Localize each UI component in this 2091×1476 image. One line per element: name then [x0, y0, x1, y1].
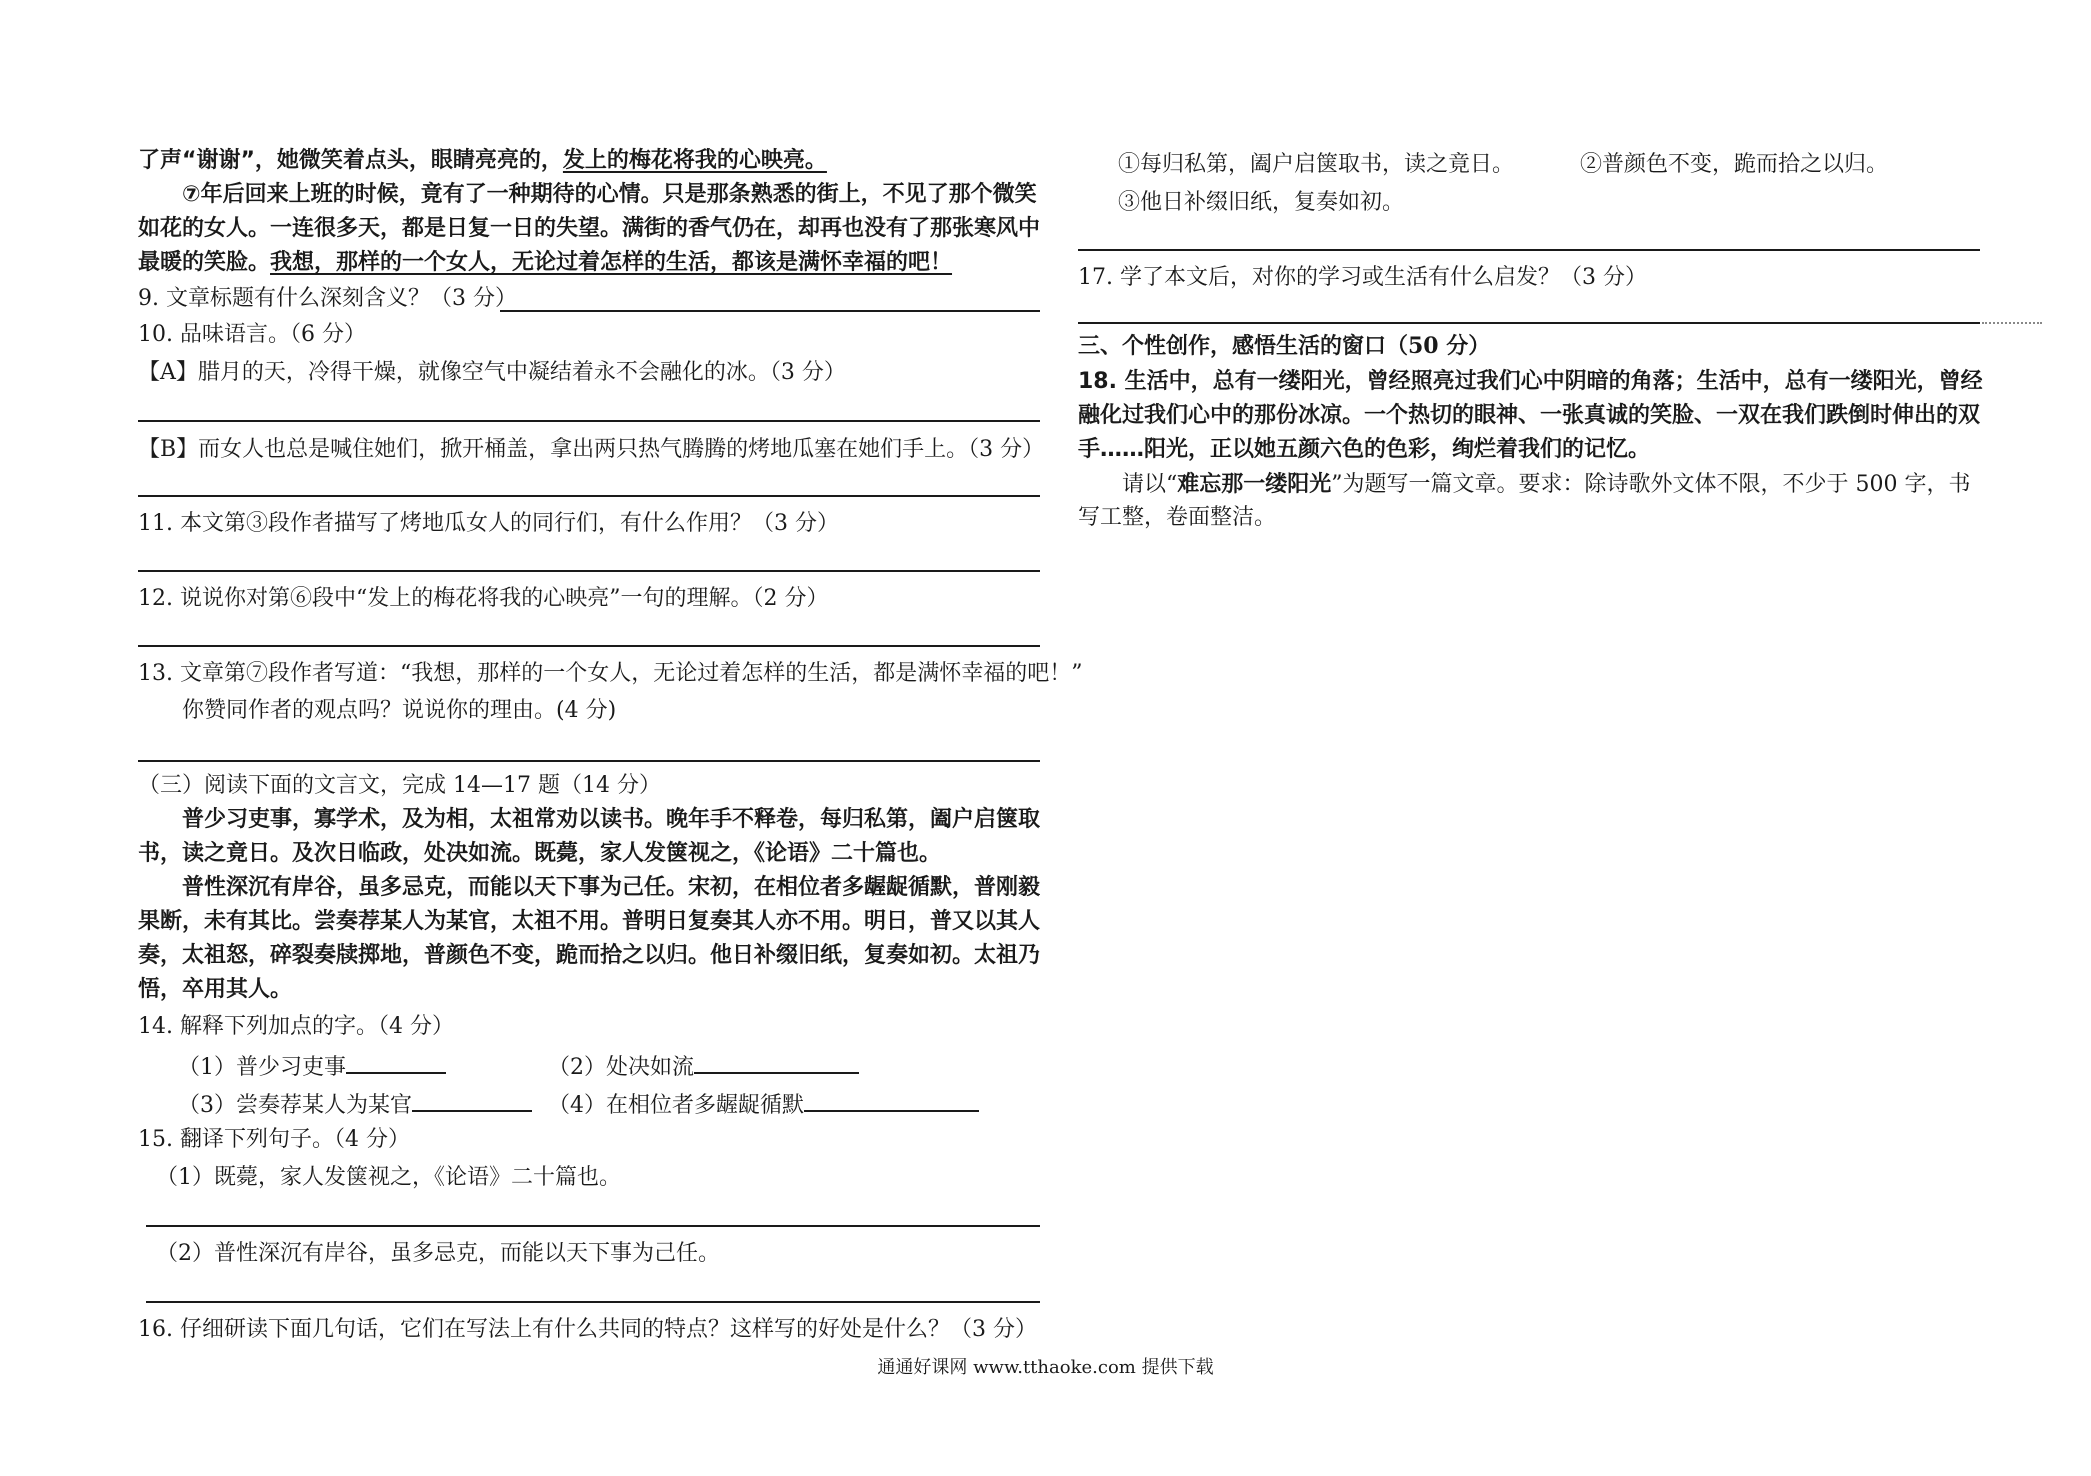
question-14-row	[138, 1086, 1040, 1122]
section-title: 三、个性创作，感悟生活的窗口（50 分）	[1078, 333, 1491, 359]
prompt-line: 手……阳光，正以她五颜六色的色彩，绚烂着我们的记忆。	[1078, 437, 1651, 462]
question-16: 16. 仔细研读下面几句话，它们在写法上有什么共同的特点？这样写的好处是什么？（3 分）	[138, 1317, 1037, 1342]
answer-line[interactable]	[1078, 322, 1980, 324]
question-10b: 【B】而女人也总是喊住她们，掀开桶盖，拿出两只热气腾腾的烤地瓜塞在她们手上。（3 分）	[138, 437, 1045, 462]
essay-title: 难忘那一缕阳光	[1177, 471, 1332, 497]
q14-item-2: （2）处决如流	[548, 1055, 694, 1080]
prompt-text: 请以“	[1122, 472, 1178, 497]
question-14-row	[138, 1048, 1040, 1084]
sentence-item-3: ③他日补缀旧纸，复奏如初。	[1118, 190, 1405, 215]
dotted-margin-line	[1982, 322, 2042, 324]
prompt-text: ”为题写一篇文章。要求：除诗歌外文体不限，不少于 500 字，书	[1331, 472, 1971, 497]
classical-passage-line: 果断，未有其比。尝奏荐某人为某官，太祖不用。普明日复奏其人亦不用。明日，普又以其人	[138, 909, 1041, 934]
prompt-instruction	[1078, 468, 1982, 501]
passage-line	[138, 247, 1040, 279]
q14-item-1: （1）普少习吏事	[178, 1055, 346, 1080]
sentence-item-2: ②普颜色不变，跪而拾之以归。	[1580, 152, 1889, 177]
answer-blank[interactable]	[346, 1048, 446, 1074]
classical-passage-line: 普少习吏事，寡学术，及为相，太祖常劝以读书。晚年手不释卷，每归私第，阖户启箧取	[182, 807, 1041, 832]
answer-blank[interactable]	[412, 1086, 532, 1112]
passage-line	[138, 145, 1040, 177]
question-14: 14. 解释下列加点的字。（4 分）	[138, 1014, 454, 1039]
underlined-sentence: 我想，那样的一个女人，无论过着怎样的生活，都该是满怀幸福的吧！	[270, 250, 953, 275]
q14-item-4: （4）在相位者多龌龊循默	[548, 1093, 804, 1118]
answer-line[interactable]	[138, 645, 1040, 647]
q14-item-3: （3）尝奏荐某人为某官	[178, 1093, 412, 1118]
question-17: 17. 学了本文后，对你的学习或生活有什么启发？（3 分）	[1078, 265, 1647, 290]
passage-text: 了声“谢谢”，她微笑着点头，眼睛亮亮的，	[138, 148, 563, 173]
passage-line: 如花的女人。一连很多天，都是日复一日的失望。满街的香气仍在，却再也没有了那张寒风中	[138, 216, 1041, 241]
prompt-instruction: 写工整，卷面整洁。	[1078, 505, 1277, 530]
question-12: 12. 说说你对第⑥段中“发上的梅花将我的心映亮”一句的理解。（2 分）	[138, 586, 829, 611]
sentence-item-1: ①每归私第，阖户启箧取书，读之竟日。	[1118, 152, 1515, 177]
classical-passage-line: 悟，卒用其人。	[138, 977, 293, 1002]
question-10: 10. 品味语言。（6 分）	[138, 322, 366, 347]
answer-line[interactable]	[138, 420, 1040, 422]
classical-passage-line: 奏，太祖怒，碎裂奏牍掷地，普颜色不变，跪而拾之以归。他日补缀旧纸，复奏如初。太祖乃	[138, 943, 1041, 968]
question-text: 9. 文章标题有什么深刻含义？（3 分）	[138, 286, 517, 311]
question-10a: 【A】腊月的天，冷得干燥，就像空气中凝结着永不会融化的冰。（3 分）	[138, 360, 846, 385]
underlined-sentence: 发上的梅花将我的心映亮。	[562, 148, 827, 173]
page-footer: 通通好课网 www.tthaoke.com 提供下载	[877, 1357, 1214, 1378]
question-15: 15. 翻译下列句子。（4 分）	[138, 1127, 410, 1152]
answer-blank[interactable]	[804, 1086, 979, 1112]
answer-blank[interactable]	[694, 1048, 859, 1074]
question-11: 11. 本文第③段作者描写了烤地瓜女人的同行们，有什么作用？（3 分）	[138, 511, 839, 536]
question-13: 13. 文章第⑦段作者写道：“我想，那样的一个女人，无论过着怎样的生活，都是满怀幸福的吧！”	[138, 661, 1083, 686]
question-13-cont: 你赞同作者的观点吗？说说你的理由。(4 分)	[182, 698, 617, 723]
passage-text: 最暖的笑脸。	[138, 250, 271, 275]
question-15-1: （1）既薨，家人发箧视之，《论语》二十篇也。	[156, 1165, 621, 1190]
answer-line[interactable]	[138, 760, 1040, 762]
prompt-line: 融化过我们心中的那份冰凉。一个热切的眼神、一张真诚的笑脸、一双在我们跌倒时伸出的双	[1078, 403, 1981, 428]
prompt-line: 18. 生活中，总有一缕阳光，曾经照亮过我们心中阴暗的角落；生活中，总有一缕阳光，曾经	[1078, 369, 1983, 394]
passage-line: ⑦年后回来上班的时候，竟有了一种期待的心情。只是那条熟悉的街上，不见了那个微笑	[182, 182, 1037, 207]
answer-line[interactable]	[138, 495, 1040, 497]
question-15-2: （2）普性深沉有岸谷，虽多忌克，而能以天下事为己任。	[156, 1241, 720, 1266]
answer-line[interactable]	[500, 310, 1040, 312]
answer-line[interactable]	[146, 1301, 1040, 1303]
section-3-header: （三）阅读下面的文言文，完成 14—17 题（14 分）	[138, 773, 661, 798]
answer-line[interactable]	[1078, 249, 1980, 251]
answer-line[interactable]	[138, 570, 1040, 572]
classical-passage-line: 普性深沉有岸谷，虽多忌克，而能以天下事为己任。宋初，在相位者多龌龊循默，普刚毅	[182, 875, 1041, 900]
classical-passage-line: 书，读之竟日。及次日临政，处决如流。既薨，家人发箧视之，《论语》二十篇也。	[138, 841, 942, 866]
answer-line[interactable]	[146, 1225, 1040, 1227]
